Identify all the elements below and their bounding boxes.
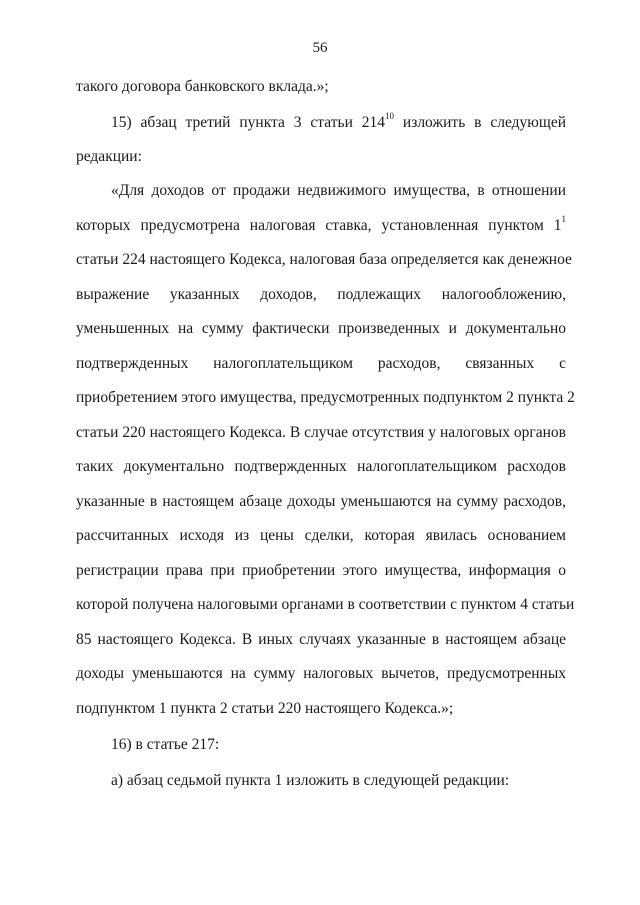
text-line: приобретением этого имущества, предусмотренных подпунктом 2 пункта 2 xyxy=(76,389,575,406)
superscript: 10 xyxy=(385,110,395,121)
text-line: «Для доходов от продажи недвижимого имущества, в отношении xyxy=(111,182,566,199)
text-line: выражение указанных доходов, подлежащих налогообложению, xyxy=(76,286,566,303)
text-line: редакции: xyxy=(76,148,142,165)
text-line: указанные в настоящем абзаце доходы уменьшаются на сумму расходов, xyxy=(76,493,566,510)
text-line: уменьшенных на сумму фактически произведенных и документально xyxy=(76,320,566,337)
text-line: которой получена налоговыми органами в соответствии с пунктом 4 статьи xyxy=(76,596,575,613)
superscript: 1 xyxy=(561,213,566,224)
text-line: статьи 220 настоящего Кодекса. В случае отсутствия у налоговых органов xyxy=(76,424,566,441)
text-line: 15) абзац третий пункта 3 статьи $214^{10}$ изложить в следующей xyxy=(111,110,566,131)
text-line: доходы уменьшаются на сумму налоговых вычетов, предусмотренных xyxy=(76,665,566,682)
text-line: подпунктом 1 пункта 2 статьи 220 настоящего Кодекса.»; xyxy=(76,700,454,717)
text-line: рассчитанных исходя из цены сделки, которая явилась основанием xyxy=(76,527,566,544)
text-line: регистрации права при приобретении этого имущества, информация о xyxy=(76,562,566,579)
text-line: 85 настоящего Кодекса. В иных случаях указанные в настоящем абзаце xyxy=(76,631,566,648)
text-line: 16) в статье 217: xyxy=(111,736,220,753)
text-line: которых предусмотрена налоговая ставка, установленная пунктом $1^1$ xyxy=(76,213,566,234)
text-line: такого договора банковского вклада.»; xyxy=(76,78,329,95)
text-line: статьи 224 настоящего Кодекса, налоговая база определяется как денежное xyxy=(76,251,572,268)
page-number: 56 xyxy=(312,40,328,56)
text-line: подтвержденных налогоплательщиком расходов, связанных с xyxy=(76,355,566,372)
text-line: а) абзац седьмой пункта 1 изложить в следующей редакции: xyxy=(111,772,510,789)
text-line: таких документально подтвержденных налогоплательщиком расходов xyxy=(76,458,566,475)
